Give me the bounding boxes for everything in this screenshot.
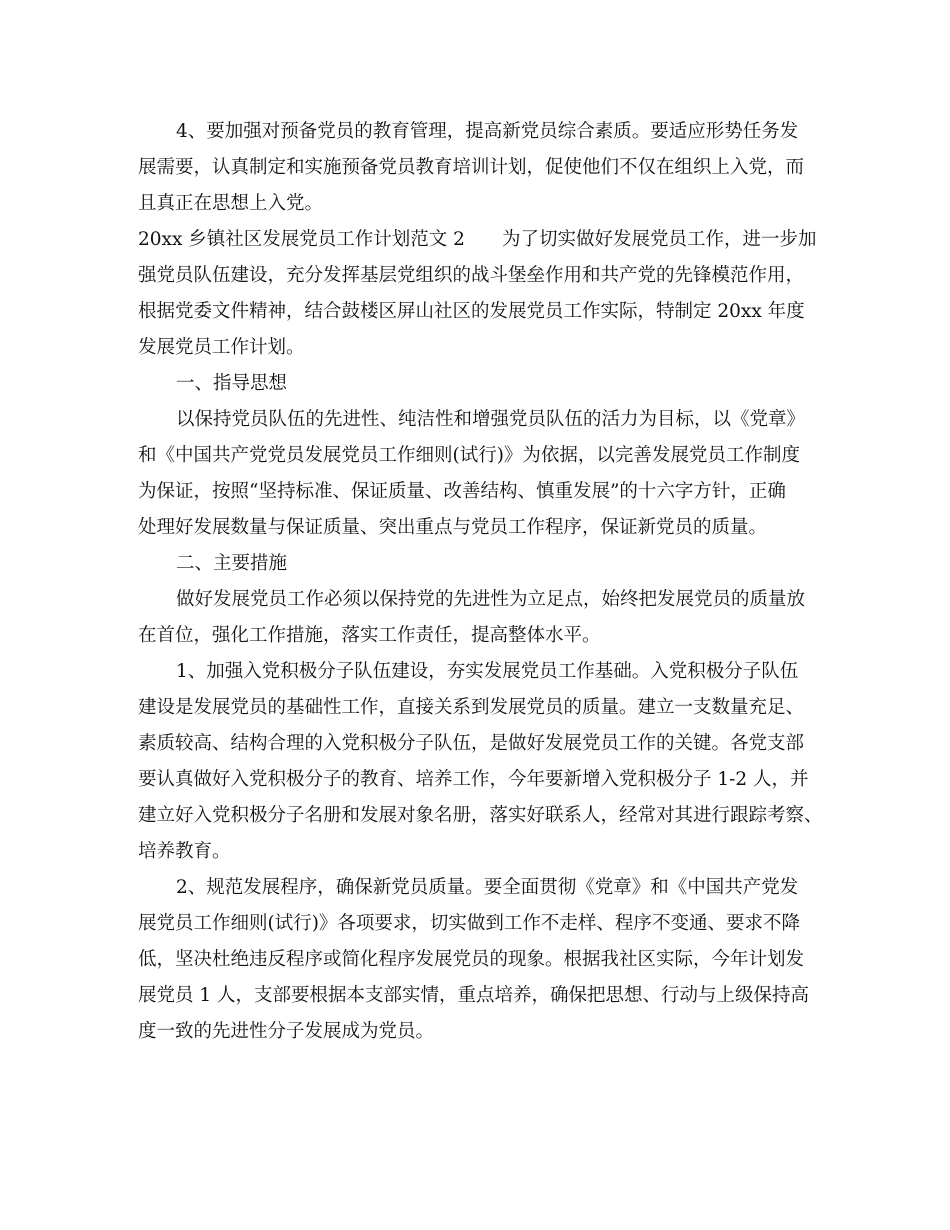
text-line: 且真正在思想上入党。: [138, 193, 324, 214]
text-line: 发展党员工作计划。: [138, 337, 305, 358]
text-line: 根据党委文件精神，结合鼓楼区屏山社区的发展党员工作实际，特制定 20xx 年度: [138, 301, 805, 322]
text-line: 1、加强入党积极分子队伍建设，夯实发展党员工作基础。入党积极分子队伍: [176, 661, 799, 682]
text-line: 和《中国共产党党员发展党员工作细则(试行)》为依据，以完善发展党员工作制度: [138, 445, 800, 466]
text-line: 处理好发展数量与保证质量、突出重点与党员工作程序，保证新党员的质量。: [138, 517, 768, 538]
text-line: 为保证，按照“坚持标准、保证质量、改善结构、慎重发展”的十六字方针，正确: [138, 481, 786, 502]
section-heading: 一、指导思想: [176, 373, 288, 394]
section-heading: 二、主要措施: [176, 553, 288, 574]
text-line: 强党员队伍建设，充分发挥基层党组织的战斗堡垒作用和共产党的先锋模范作用，: [138, 265, 805, 286]
text-line: 在首位，强化工作措施，落实工作责任，提高整体水平。: [138, 625, 601, 646]
text-line: 建立好入党积极分子名册和发展对象名册，落实好联系人，经常对其进行跟踪考察、: [138, 805, 823, 826]
text-line: 度一致的先进性分子发展成为党员。: [138, 1021, 435, 1042]
text-line: 4、要加强对预备党员的教育管理，提高新党员综合素质。要适应形势任务发: [176, 121, 799, 142]
text-line: 2、规范发展程序，确保新党员质量。要全面贯彻《党章》和《中国共产党发: [176, 877, 799, 898]
text-line: 20xx 乡镇社区发展党员工作计划范文 2 为了切实做好发展党员工作，进一步加: [138, 229, 817, 250]
text-line: 建设是发展党员的基础性工作，直接关系到发展党员的质量。建立一支数量充足、: [138, 697, 805, 718]
text-line: 低，坚决杜绝违反程序或简化程序发展党员的现象。根据我社区实际，今年计划发: [138, 949, 805, 970]
text-line: 展需要，认真制定和实施预备党员教育培训计划，促使他们不仅在组织上入党，而: [138, 157, 805, 178]
text-line: 培养教育。: [138, 841, 231, 862]
text-line: 素质较高、结构合理的入党积极分子队伍，是做好发展党员工作的关键。各党支部: [138, 733, 805, 754]
text-line: 要认真做好入党积极分子的教育、培养工作，今年要新增入党积极分子 1-2 人，并: [138, 769, 809, 790]
text-line: 以保持党员队伍的先进性、纯洁性和增强党员队伍的活力为目标，以《党章》: [176, 409, 806, 430]
text-line: 展党员 1 人，支部要根据本支部实情，重点培养，确保把思想、行动与上级保持高: [138, 985, 810, 1006]
text-line: 做好发展党员工作必须以保持党的先进性为立足点，始终把发展党员的质量放: [176, 589, 806, 610]
text-line: 展党员工作细则(试行)》各项要求，切实做到工作不走样、程序不变通、要求不降: [138, 913, 800, 934]
